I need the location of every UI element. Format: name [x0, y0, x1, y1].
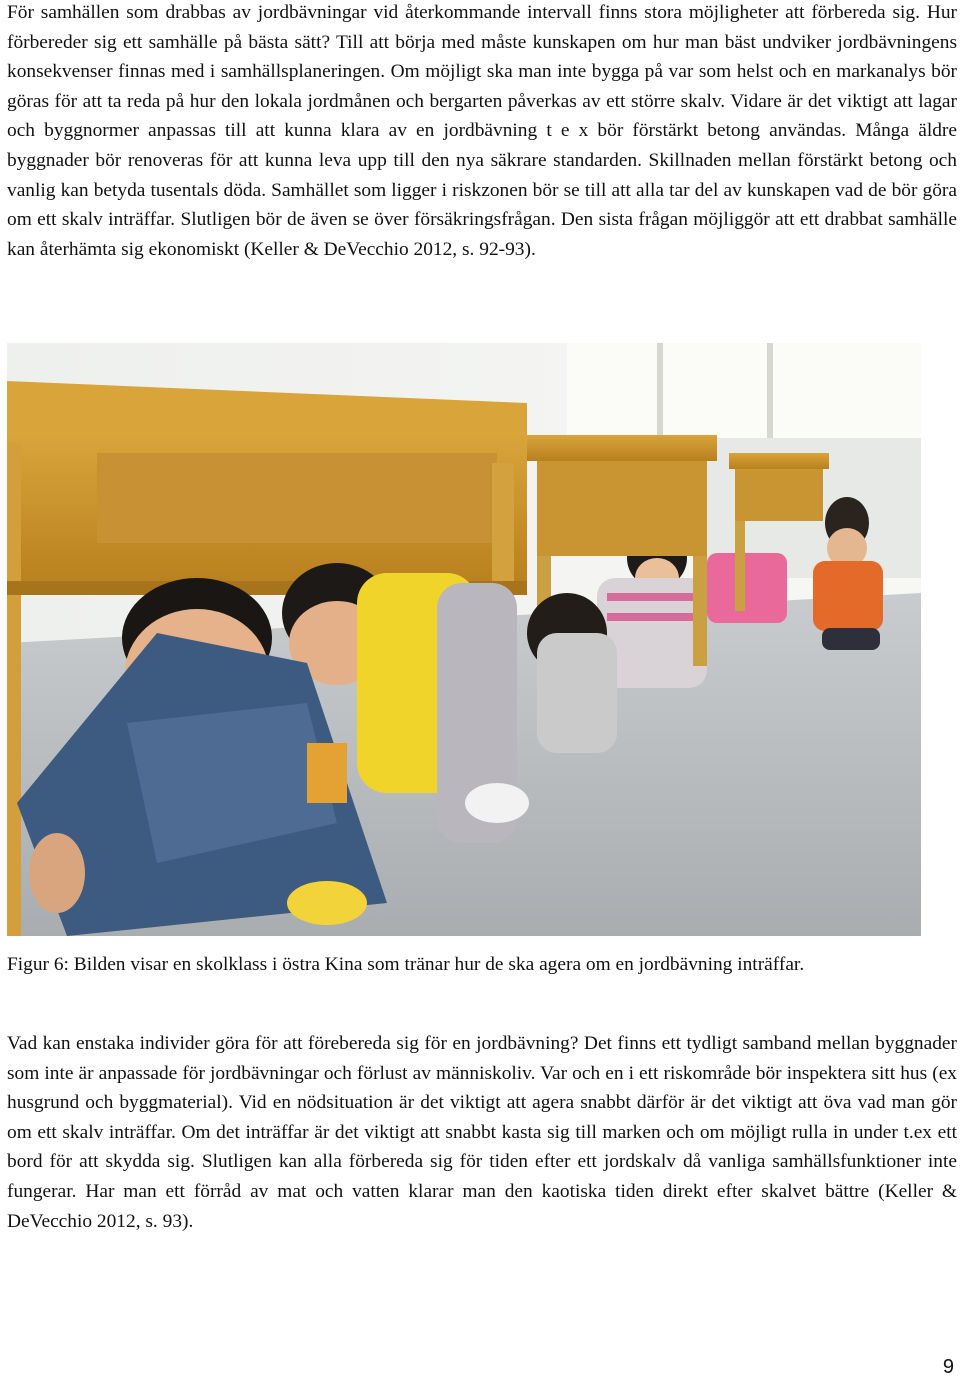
page-number: 9 [942, 1356, 954, 1378]
figure-caption: Figur 6: Bilden visar en skolklass i östra Kina som tränar hur de ska agera om en jordbävning inträffar. [7, 954, 805, 975]
classroom-photo [7, 343, 921, 936]
body-paragraph-1: För samhällen som drabbas av jordbävningar vid återkommande intervall finns stora möjligheter att förbereda sig. Hur förbereder sig ett samhälle på bästa sätt? Till att börja med måste kunskapen om hur man bäst undviker jordbävningens konsekvenser finnas med i samhällsplaneringen. Om möjligt ska man inte bygga på var som helst och en markanalys bör göras för att ta reda på hur den lokala jordmånen och bergarten påverkas av ett större skalv. Vidare är det viktigt att lagar och byggnormer anpassas till att kunna klara av en jordbävning t e x bör förstärkt betong användas. Många äldre byggnader bör renoveras för att kunna leva upp till den nya säkrare standarden. Skillnaden mellan förstärkt betong och vanlig kan betyda tusentals döda. Samhället som ligger i riskzonen bör se till att alla tar del av kunskapen vad de bör göra om ett skalv inträffar. Slutligen bör de även se över försäkringsfrågan. Den sista frågan möjliggör att ett drabbat samhälle kan återhämta sig ekonomiskt (Keller & DeVecchio 2012, s. 92-93). [7, 2, 957, 260]
body-paragraph-2: Vad kan enstaka individer göra för att förebereda sig för en jordbävning? Det finns ett tydligt samband mellan byggnader som inte är anpassade för jordbävningar och förlust av människoliv. Var och en i ett riskområde bör inspektera sitt hus (ex husgrund och byggmaterial). Vid en nödsituation är det viktigt att agera snabbt därför är det viktigt att öva vad man gör om ett skalv inträffar. Om det inträffar är det viktigt att snabbt kasta sig till marken och om möjligt rulla in under t.ex ett bord för att skydda sig. Slutligen kan alla förbereda sig för tiden efter ett jordskalv då vanliga samhällsfunktioner inte fungerar. Har man ett förråd av mat och vatten klarar man den kaotiska tiden direkt efter skalvet bättre (Keller & DeVecchio 2012, s. 93). [7, 1033, 957, 1232]
